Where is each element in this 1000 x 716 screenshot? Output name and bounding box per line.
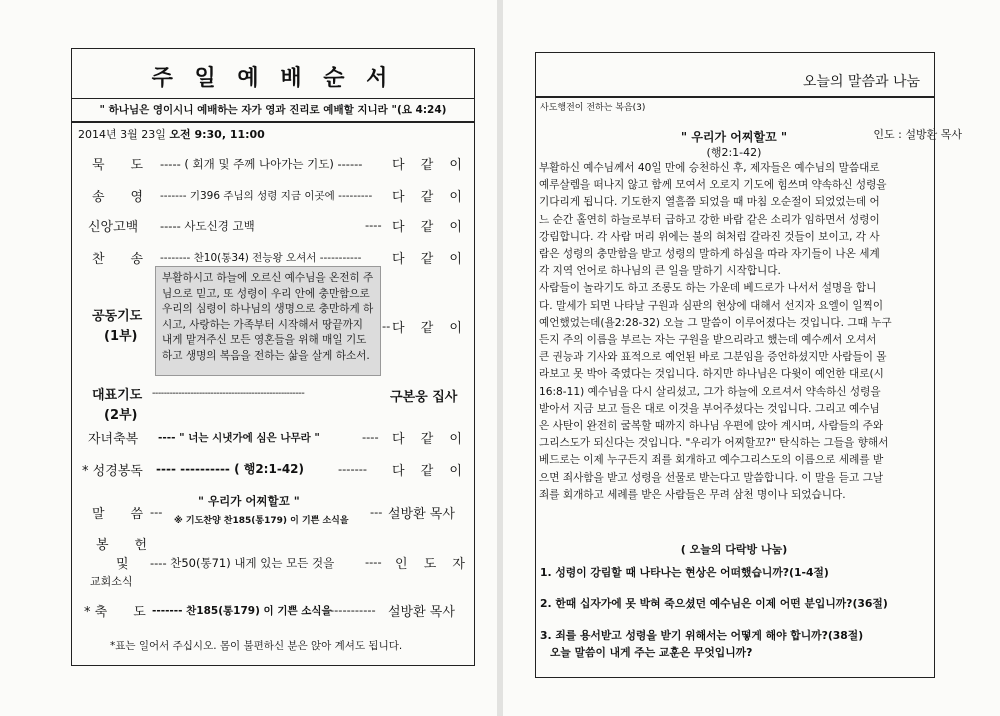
- body-line: 16:8-11) 예수님을 다시 살리셨고, 그가 하늘에 오르셔서 약속하신 성령을: [539, 385, 881, 398]
- row-dash-benediction: -----------: [330, 603, 376, 617]
- row-dash-offering: ----: [365, 555, 382, 569]
- row-label-offering-3: 교회소식: [90, 575, 133, 588]
- body-line: 은 사탄이 완전히 굴복할 때까지 하나님 우편에 앉아 계시며, 사람들의 주와: [539, 420, 884, 433]
- sharing-header: 오늘의 말씀과 나눔: [802, 74, 920, 90]
- row-label-common-prayer: 공동기도: [92, 309, 143, 324]
- body-line: 람은 성령의 충만함을 받고 성령의 말하게 하심을 따라 자기들이 나온 세계: [539, 248, 880, 261]
- body-line: 예루살렘을 떠나지 않고 함께 모여서 오로지 기도에 힘쓰며 약속하신 성령을: [539, 179, 887, 192]
- body-line: 다. 말세가 되면 나타날 구원과 심판의 현상에 대해서 선지자 요엘이 일찍이: [539, 299, 884, 312]
- row-desc-sermon: " 우리가 어찌할꼬 ": [198, 494, 300, 508]
- row-sub-sermon: ※ 기도찬양 찬185(통179) 이 기쁜 소식을: [174, 516, 349, 526]
- row-leader-benediction: 설방환 목사: [388, 605, 455, 620]
- row-label-offering-2: 및: [116, 557, 129, 572]
- row-dash-rep-prayer: ----------------------------------------------------: [152, 388, 305, 399]
- body-line: 사람들이 놀라기도 하고 조롱도 하는 가운데 베드로가 나서서 설명을 합니: [539, 282, 877, 295]
- body-line: 그리스도가 되신다는 것입니다. "우리가 어찌할꼬?" 탄식하는 그들을 향해서: [539, 437, 889, 450]
- question-1: 1. 성령이 강림할 때 나타나는 현상은 어떠했습니까?(1-4절): [540, 566, 829, 579]
- sermon-title: " 우리가 어찌할꼬 ": [680, 130, 788, 144]
- body-line: 베드로는 이제 누구든지 죄를 회개하고 예수그리스도의 이름으로 세례를 받: [539, 454, 884, 467]
- bulletin-title: 주 일 예 배 순 서: [151, 66, 395, 91]
- row-leader-sermon: 설방환 목사: [388, 507, 455, 522]
- row-dash-common-prayer: --: [382, 319, 391, 333]
- body-line: 든지 주의 이름을 부르는 자는 구원을 받으리라고 했는데 예수께서 오셔서: [539, 334, 877, 347]
- row-leader-common-prayer: 다 같 이: [392, 321, 468, 336]
- body-line: 죄를 회개하고 세례를 받은 사람들은 무려 삼천 명이나 되었습니다.: [539, 488, 846, 501]
- service-date: [78, 126, 265, 142]
- row-label-hymn: 찬 송: [92, 252, 144, 267]
- standing-note: *표는 일어서 주십시오. 몸이 불편하신 분은 앉아 계셔도 됩니다.: [110, 640, 403, 652]
- series-label: 사도행전이 전하는 복음(3): [540, 103, 646, 113]
- row-dash-sermon-left: ---: [150, 505, 163, 519]
- row-leader-mokdo: 다 같 이: [392, 158, 468, 173]
- body-line: 예언했었는데(욜2:28-32) 오늘 그 말씀이 이루어졌다는 것입니다. 그때 누구: [539, 316, 892, 329]
- row-label-common-prayer-sub: (1부): [104, 329, 138, 344]
- row-desc-offering: ---- 찬50(통71) 내게 있는 모든 것을: [150, 556, 335, 570]
- service-leader: 인도 : 설방환 목사: [873, 128, 962, 141]
- row-label-rep-prayer: 대표기도: [92, 388, 143, 403]
- row-label-children: 자녀축복: [88, 432, 139, 447]
- row-leader-children: 다 같 이: [392, 432, 468, 447]
- date-prefix: 2014년 3월 23일: [78, 128, 166, 141]
- theme-verse: " 하나님은 영이시니 예배하는 자가 영과 진리로 예배할 지니라 "(요 4:24): [71, 98, 475, 122]
- body-line: 부활하신 예수님께서 40일 만에 승천하신 후, 제자들은 예수님의 말씀대로: [539, 162, 880, 174]
- row-leader-offering: 인 도 자: [395, 557, 471, 572]
- row-desc-scripture: ---- ---------- ( 행2:1-42): [156, 462, 304, 476]
- service-time: 오전 9:30, 11:00: [169, 128, 265, 141]
- question-3: 3. 죄를 용서받고 성령을 받기 위해서는 어떻게 해야 합니까?(38절): [540, 629, 864, 642]
- body-line: 각 지역 언어로 하나님의 큰 일을 말하기 시작합니다.: [539, 265, 781, 278]
- row-label-benediction: * 축 도: [84, 605, 146, 620]
- body-line: 받아서 지금 보고 들은 대로 이것을 부어주셨다는 것입니다. 그리고 예수님: [539, 402, 880, 415]
- question-4: 오늘 말씀이 내게 주는 교훈은 무엇입니까?: [550, 646, 753, 659]
- body-line: 기다리게 됩니다. 기도한지 열흘쯤 되었을 때 마침 오순절이 되었었는데 어: [539, 196, 880, 209]
- row-desc-creed: ----- 사도신경 고백: [160, 219, 255, 233]
- question-2: 2. 한때 십자가에 못 박혀 죽으셨던 예수님은 이제 어떤 분입니까?(36절): [540, 597, 888, 610]
- body-line: 큰 권능과 기사와 표적으로 예언된 바로 그분임을 증언하셨지만 사람들이 몰: [539, 351, 887, 364]
- row-label-scripture: * 성경봉독: [82, 464, 143, 479]
- row-leader-scripture: 다 같 이: [392, 464, 468, 479]
- row-dash-children: ----: [362, 430, 379, 444]
- discussion-title: ( 오늘의 다락방 나눔): [680, 543, 788, 556]
- body-line: 느 순간 홀연히 하늘로부터 급하고 강한 바람 같은 소리가 임하면서 성령이: [539, 213, 880, 226]
- body-line: 강림합니다. 각 사람 머리 위에는 불의 혀처럼 갈라진 것들이 보이고, 각 사: [539, 230, 880, 243]
- row-label-rep-prayer-sub: (2부): [104, 408, 138, 423]
- row-leader-rep-prayer: 구본웅 집사: [390, 390, 458, 405]
- row-label-creed: 신앙고백: [88, 220, 139, 235]
- body-line: 으면 죄사함을 받고 성령을 선물로 받는다고 말씀합니다. 이 말을 듣고 그날: [539, 471, 884, 484]
- row-desc-children: ---- " 너는 시냇가에 심은 나무라 ": [158, 432, 320, 444]
- common-prayer-text: 부활하시고 하늘에 오르신 예수님을 온전히 주님으로 믿고, 또 성령이 우리 안에 충만함으로 우리의 심령이 하나님의 생명으로 충만하게 하시고, 사랑하는 가족부터 시작해서 땅끝까지 내게 맡겨주신 모든 영혼들을 위해 매일 기도하고 생명의 복음을 전하는 삶을 살게 하소서.: [155, 266, 381, 376]
- body-line: 라보고 못 박아 죽였다는 것입니다. 하지만 하나님은 다윗이 예언한 대로(시: [539, 368, 884, 381]
- row-desc-hymn: -------- 찬10(통34) 전능왕 오셔서 -----------: [160, 252, 362, 264]
- row-desc-mokdo: ----- ( 회개 및 주께 나아가는 기도) ------: [160, 157, 363, 171]
- row-leader-songyoung: 다 같 이: [392, 190, 468, 205]
- sharing-header-box: [535, 52, 935, 98]
- row-label-mokdo: 묵 도: [92, 158, 144, 173]
- row-leader-creed: 다 같 이: [392, 220, 468, 235]
- row-dash-sermon: ---: [370, 505, 383, 519]
- row-dash-creed: ----: [365, 218, 382, 232]
- row-leader-hymn: 다 같 이: [392, 252, 468, 267]
- row-label-offering: 봉 헌: [96, 538, 148, 553]
- bulletin-title-box: [71, 48, 475, 99]
- sermon-reference: (행2:1-42): [706, 146, 762, 159]
- row-desc-benediction: ------- 찬185(통179) 이 기쁜 소식을: [152, 605, 332, 617]
- row-label-sermon: 말 씀: [92, 507, 144, 522]
- sermon-body: [539, 160, 931, 504]
- row-label-songyoung: 송 영: [92, 190, 144, 205]
- row-desc-songyoung: ------- 기396 주님의 성령 지금 이곳에 ---------: [160, 190, 373, 202]
- row-dash-scripture: -------: [338, 462, 368, 476]
